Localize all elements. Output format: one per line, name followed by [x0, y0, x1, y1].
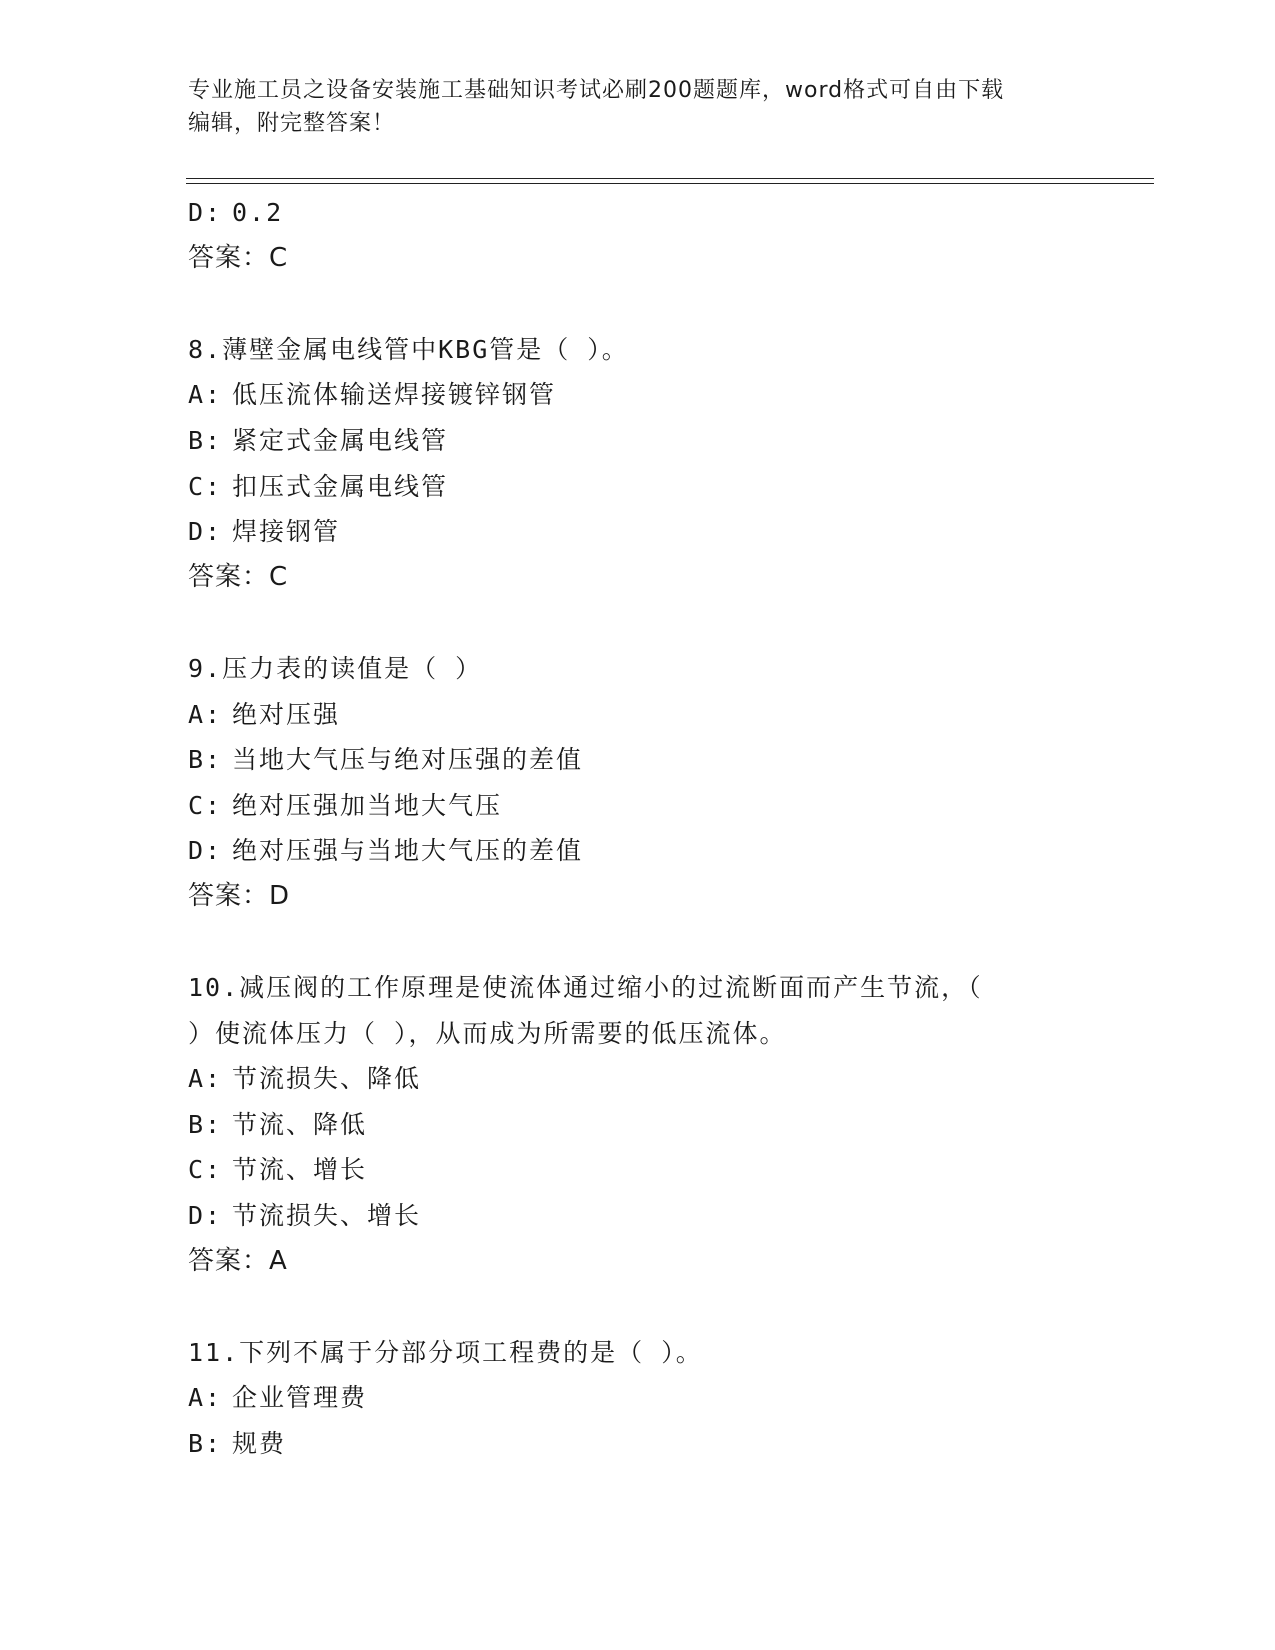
prev-answer: 答案：C: [188, 242, 289, 273]
spacer: [188, 1284, 1148, 1330]
option-key: A:: [188, 699, 223, 729]
q8-answer: 答案：C: [188, 561, 289, 592]
option-text: 企业管理费: [232, 1383, 368, 1413]
q8-option-c: [188, 464, 1148, 510]
q10-option-c: [188, 1147, 1148, 1193]
option-text: 绝对压强加当地大气压: [232, 790, 503, 820]
option-text: 节流、增长: [232, 1155, 368, 1185]
q10-option-d: [188, 1193, 1148, 1239]
option-key: D:: [188, 836, 223, 866]
option-text: 节流损失、降低: [232, 1064, 422, 1094]
option-text: 规费: [232, 1429, 287, 1459]
option-text: 绝对压强: [232, 699, 341, 729]
q11-option-a: [188, 1375, 1148, 1421]
option-text: 紧定式金属电线管: [232, 425, 449, 455]
option-text: 当地大气压与绝对压强的差值: [232, 745, 584, 775]
q11-question: 11.下列不属于分部分项工程费的是（ ）。: [188, 1337, 703, 1367]
option-key: B:: [188, 1109, 223, 1139]
header-divider-top: [186, 178, 1154, 179]
option-key: B:: [188, 425, 223, 455]
document-body: [188, 190, 1148, 1467]
q9-answer: 答案：D: [188, 880, 291, 911]
q10-option-a: [188, 1056, 1148, 1102]
option-key: A:: [188, 380, 223, 410]
spacer: [188, 920, 1148, 966]
header-divider-bottom: [186, 183, 1154, 184]
option-key: C:: [188, 790, 223, 820]
spacer: [188, 281, 1148, 327]
q10-question-line2: ）使流体压力（ ），从而成为所需要的低压流体。: [188, 1018, 787, 1048]
q9-question: 9.压力表的读值是（ ）: [188, 653, 483, 683]
option-key: B:: [188, 745, 223, 775]
option-key: D:: [188, 1201, 223, 1231]
q9-option-c: [188, 783, 1148, 829]
q9-option-d: [188, 828, 1148, 874]
header-title-line2: 编辑，附完整答案！: [188, 111, 396, 136]
spacer: [188, 600, 1148, 646]
q9-option-a: [188, 692, 1148, 738]
q8-option-b: [188, 418, 1148, 464]
option-text: 节流、降低: [232, 1109, 368, 1139]
q9-option-b: [188, 737, 1148, 783]
option-key: C:: [188, 471, 223, 501]
option-text: 焊接钢管: [232, 517, 341, 547]
q10-answer: 答案：A: [188, 1245, 288, 1276]
option-text: 扣压式金属电线管: [232, 471, 449, 501]
page-header: [188, 74, 1088, 140]
header-title-line1: 专业施工员之设备安装施工基础知识考试必刷200题题库，word格式可自由下载: [188, 78, 1005, 103]
option-text: 低压流体输送焊接镀锌钢管: [232, 380, 557, 410]
q10-question-line1: 10.减压阀的工作原理是使流体通过缩小的过流断面而产生节流，（: [188, 973, 983, 1003]
option-key: D:: [188, 198, 223, 227]
q10-option-b: [188, 1102, 1148, 1148]
option-key: C:: [188, 1155, 223, 1185]
option-key: A:: [188, 1383, 223, 1413]
option-text: 0.2: [232, 198, 284, 227]
q8-question: 8.薄壁金属电线管中KBG管是（ ）。: [188, 334, 629, 364]
option-text: 节流损失、增长: [232, 1201, 422, 1231]
option-key: B:: [188, 1429, 223, 1459]
option-text: 绝对压强与当地大气压的差值: [232, 836, 584, 866]
option-key: D:: [188, 517, 223, 547]
q11-option-b: [188, 1421, 1148, 1467]
q8-option-d: [188, 509, 1148, 555]
option-key: A:: [188, 1064, 223, 1094]
q8-option-a: [188, 372, 1148, 418]
prev-option-d: [188, 190, 1148, 236]
